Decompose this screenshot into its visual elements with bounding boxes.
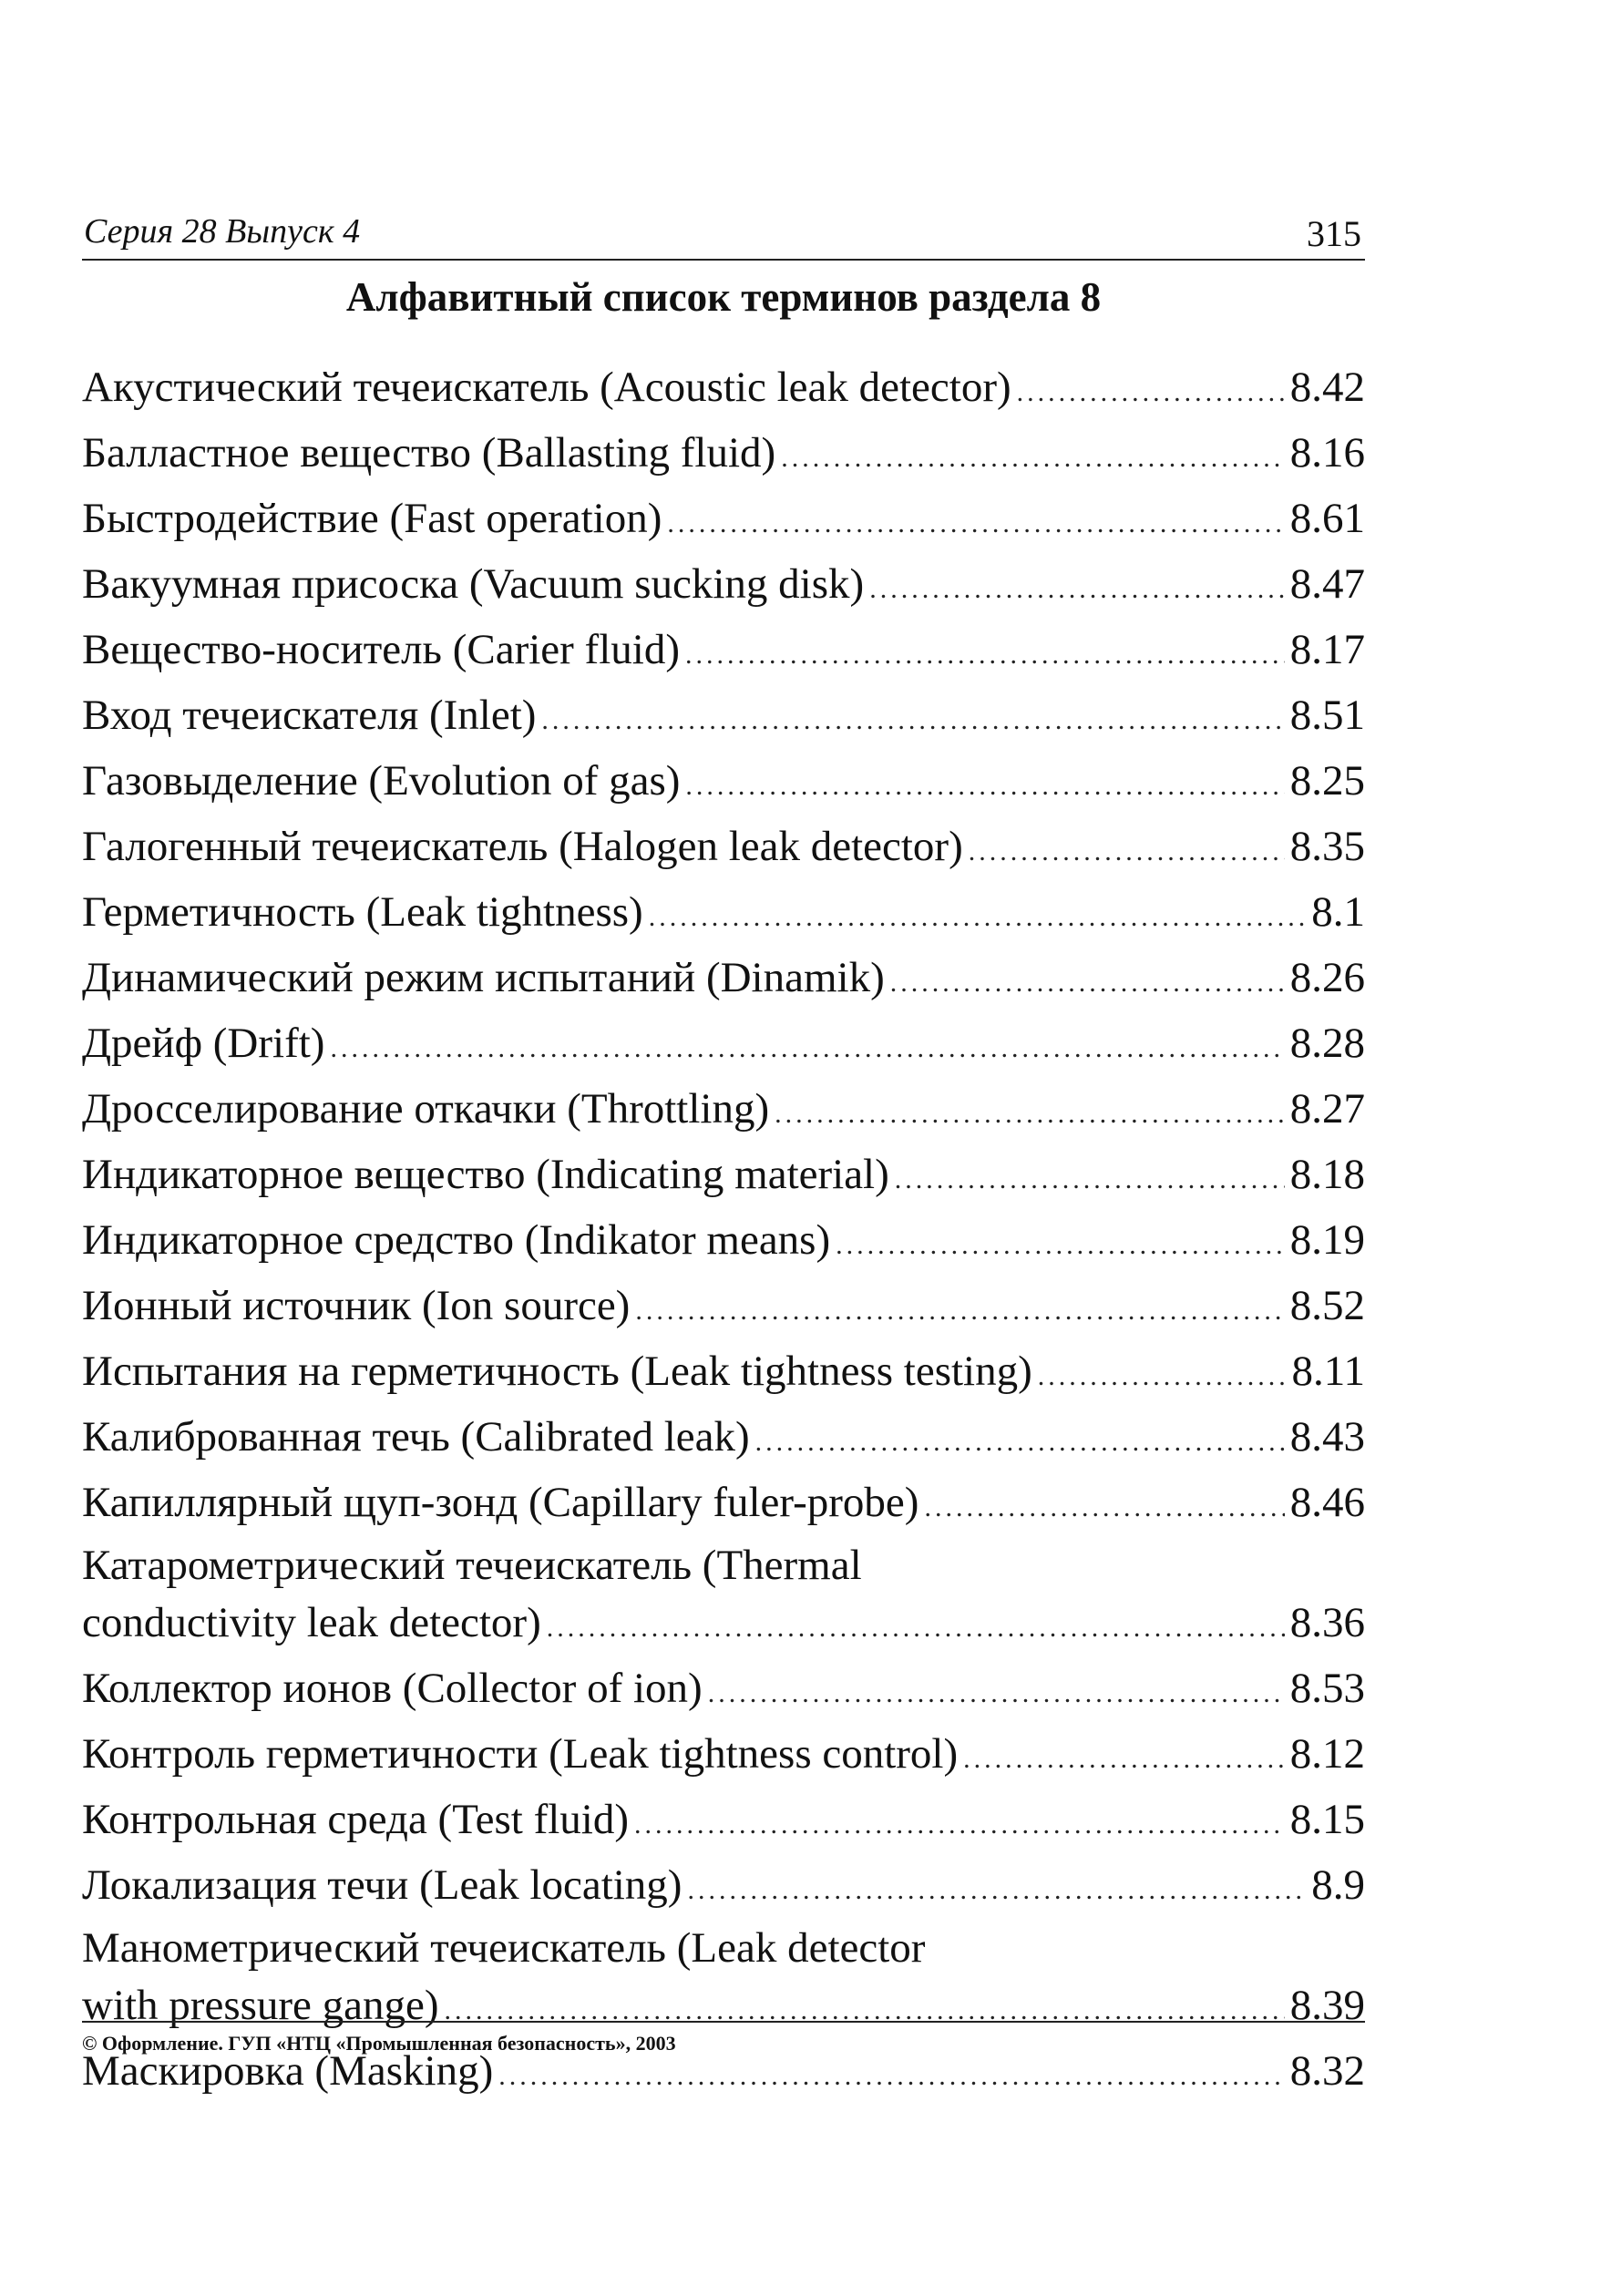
entry-term-first-line: Манометрический течеискатель (Leak detector [82, 1924, 926, 1972]
entry-line [82, 357, 1365, 423]
index-entry [82, 1210, 1365, 1276]
entry-line [82, 1593, 1365, 1658]
index-entry [82, 1724, 1365, 1789]
entry-term: Акустический течеискатель (Acoustic leak detector) [82, 364, 1011, 411]
entry-reference: 8.61 [1289, 495, 1365, 542]
index-entry [82, 685, 1365, 751]
entry-reference: 8.11 [1291, 1348, 1365, 1395]
index-entry [82, 1789, 1365, 1855]
page-title: Алфавитный список терминов раздела 8 [345, 274, 1102, 320]
page-number: 315 [1307, 213, 1361, 254]
dot-leader [775, 1083, 1285, 1144]
dot-leader [635, 1280, 1284, 1341]
entry-term: Динамический режим испытаний (Dinamik) [82, 954, 885, 1001]
entry-line [82, 1855, 1365, 1921]
entry-line [82, 1144, 1365, 1210]
dot-leader [708, 1663, 1285, 1724]
entry-reference: 8.28 [1289, 1020, 1365, 1067]
entry-line [82, 423, 1365, 488]
index-entry [82, 1013, 1365, 1079]
running-header [82, 202, 1365, 261]
entry-reference: 8.42 [1289, 364, 1365, 411]
entry-term: Маскировка (Masking) [82, 2047, 494, 2095]
index-entry [82, 488, 1365, 554]
index-entry [82, 1855, 1365, 1921]
entry-reference: 8.46 [1289, 1479, 1365, 1526]
entry-reference: 8.26 [1289, 954, 1365, 1001]
entry-reference: 8.25 [1289, 757, 1365, 805]
dot-leader [541, 690, 1284, 751]
index-entry [82, 423, 1365, 488]
entry-reference: 8.18 [1289, 1151, 1365, 1198]
dot-leader [1017, 362, 1285, 423]
entry-reference: 8.12 [1289, 1730, 1365, 1778]
entry-line [82, 1724, 1365, 1789]
index-entry [82, 554, 1365, 620]
entry-line [82, 751, 1365, 816]
entry-term: Испытания на герметичность (Leak tightness testing) [82, 1348, 1032, 1395]
index-entry [82, 1079, 1365, 1144]
dot-leader [1038, 1346, 1287, 1407]
dot-leader [667, 493, 1284, 554]
entry-line [82, 948, 1365, 1013]
entry-line [82, 1013, 1365, 1079]
entry-term: Галогенный течеискатель (Halogen leak detector) [82, 823, 963, 870]
entry-line [82, 1276, 1365, 1341]
entry-term: Локализация течи (Leak locating) [82, 1861, 682, 1909]
entry-term: Вход течеискателя (Inlet) [82, 692, 537, 739]
entry-reference: 8.53 [1289, 1665, 1365, 1712]
dot-leader [685, 624, 1285, 685]
entry-line [82, 1658, 1365, 1724]
term-index-list [82, 357, 1365, 2106]
copyright-footer: © Оформление. ГУП «НТЦ «Промышленная безопасность», 2003 [82, 2021, 1365, 2055]
entry-line [82, 1789, 1365, 1855]
index-entry [82, 1276, 1365, 1341]
entry-term: Вещество-носитель (Carier fluid) [82, 626, 680, 673]
index-entry [82, 816, 1365, 882]
entry-term: Дросселирование откачки (Throttling) [82, 1085, 770, 1133]
entry-reference: 8.51 [1289, 692, 1365, 739]
index-entry [82, 1144, 1365, 1210]
dot-leader [649, 887, 1307, 948]
index-entry [82, 1407, 1365, 1472]
entry-line [82, 1079, 1365, 1144]
entry-term: Ионный источник (Ion source) [82, 1282, 631, 1329]
entry-line [82, 554, 1365, 620]
entry-term: Дрейф (Drift) [82, 1020, 325, 1067]
entry-reference: 8.19 [1289, 1216, 1365, 1264]
index-entry [82, 948, 1365, 1013]
entry-term: Индикаторное средство (Indikator means) [82, 1216, 831, 1264]
index-entry [82, 357, 1365, 423]
dot-leader [685, 755, 1284, 816]
index-entry [82, 1472, 1365, 1538]
entry-reference: 8.1 [1311, 888, 1365, 936]
dot-leader [781, 427, 1285, 488]
entry-term: conductivity leak detector) [82, 1599, 541, 1646]
entry-line [82, 488, 1365, 554]
index-entry [82, 1538, 1365, 1658]
entry-reference: 8.52 [1289, 1282, 1365, 1329]
entry-reference: 8.35 [1289, 823, 1365, 870]
entry-line [82, 1210, 1365, 1276]
dot-leader [895, 1149, 1285, 1210]
dot-leader [330, 1018, 1284, 1079]
series-label: Серия 28 Выпуск 4 [84, 212, 361, 251]
entry-term: Капиллярный щуп-зонд (Capillary fuler-probe) [82, 1479, 919, 1526]
index-entry [82, 882, 1365, 948]
entry-reference: 8.32 [1289, 2047, 1365, 2095]
dot-leader [634, 1794, 1285, 1855]
entry-reference: 8.17 [1289, 626, 1365, 673]
entry-line [82, 1341, 1365, 1407]
dot-leader [836, 1215, 1285, 1276]
entry-line [82, 685, 1365, 751]
index-entry [82, 620, 1365, 685]
entry-reference: 8.39 [1289, 1982, 1365, 2029]
entry-term: Вакуумная присоска (Vacuum sucking disk) [82, 560, 865, 608]
entry-reference: 8.36 [1289, 1599, 1365, 1646]
entry-line [82, 1407, 1365, 1472]
entry-term: Быстродействие (Fast operation) [82, 495, 662, 542]
entry-term: Контроль герметичности (Leak tightness control) [82, 1730, 959, 1778]
entry-reference: 8.47 [1289, 560, 1365, 608]
entry-reference: 8.15 [1289, 1796, 1365, 1843]
dot-leader [755, 1411, 1285, 1472]
dot-leader [963, 1728, 1285, 1789]
entry-term-first-line: Катарометрический течеискатель (Thermal [82, 1542, 862, 1589]
dot-leader [924, 1477, 1284, 1538]
entry-term: Балластное вещество (Ballasting fluid) [82, 429, 776, 477]
entry-reference: 8.43 [1289, 1413, 1365, 1461]
index-entry [82, 1341, 1365, 1407]
entry-term: Газовыделение (Evolution of gas) [82, 757, 681, 805]
entry-reference: 8.9 [1311, 1861, 1365, 1909]
entry-term: Индикаторное вещество (Indicating material) [82, 1151, 889, 1198]
entry-line [82, 620, 1365, 685]
entry-term: Калиброванная течь (Calibrated leak) [82, 1413, 750, 1461]
dot-leader [687, 1860, 1306, 1921]
entry-term: Коллектор ионов (Collector of ion) [82, 1665, 703, 1712]
dot-leader [869, 559, 1285, 620]
entry-term: with pressure gange) [82, 1982, 439, 2029]
entry-term: Герметичность (Leak tightness) [82, 888, 643, 936]
entry-reference: 8.27 [1289, 1085, 1365, 1133]
dot-leader [547, 1597, 1285, 1658]
index-entry [82, 751, 1365, 816]
entry-reference: 8.16 [1289, 429, 1365, 477]
index-entry [82, 1658, 1365, 1724]
dot-leader [890, 952, 1285, 1013]
entry-line [82, 882, 1365, 948]
entry-line [82, 1472, 1365, 1538]
dot-leader [969, 821, 1285, 882]
entry-term: Контрольная среда (Test fluid) [82, 1796, 630, 1843]
entry-line [82, 816, 1365, 882]
